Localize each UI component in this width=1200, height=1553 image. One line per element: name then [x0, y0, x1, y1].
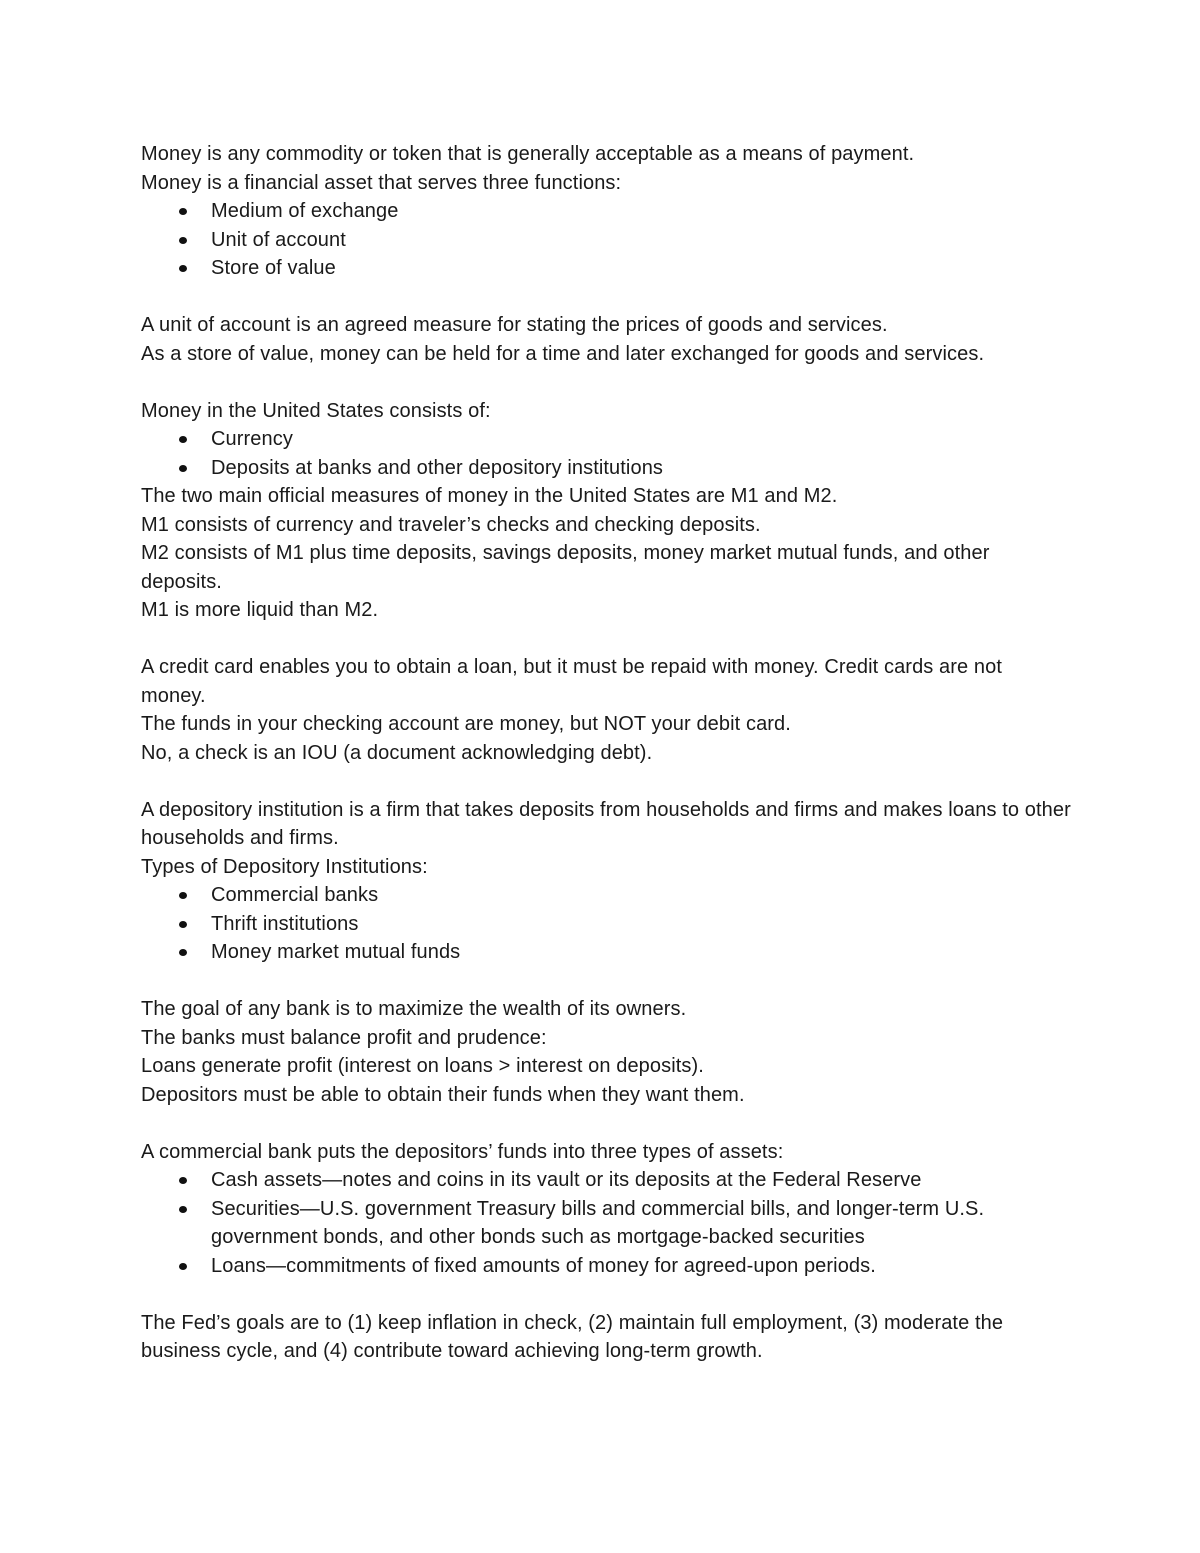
- list-item: [141, 454, 1071, 483]
- list-item: [141, 197, 1071, 226]
- paragraph: M1 consists of currency and traveler’s checks and checking deposits.: [141, 513, 761, 536]
- spacer: [141, 368, 1071, 397]
- spacer: [141, 283, 1071, 312]
- paragraph: As a store of value, money can be held for a time and later exchanged for goods and services.: [141, 342, 985, 365]
- list-item-text: Securities—U.S. government Treasury bills and commercial bills, and longer-term U.S. government bonds, and other bonds such as mortgage-backed securities: [211, 1197, 985, 1248]
- list-item: [141, 1252, 1071, 1281]
- paragraph: A unit of account is an agreed measure for stating the prices of goods and services.: [141, 314, 888, 336]
- paragraph: The two main official measures of money in the United States are M1 and M2.: [141, 485, 838, 507]
- list-item-text: Deposits at banks and other depository institutions: [211, 456, 664, 479]
- list-item: [141, 910, 1071, 939]
- list-item: [141, 425, 1071, 454]
- paragraph: Loans generate profit (interest on loans > interest on deposits).: [141, 1055, 704, 1077]
- list-item-text: Cash assets—notes and coins in its vault or its deposits at the Federal Reserve: [211, 1169, 922, 1191]
- bullet-icon: [179, 265, 187, 272]
- document-body: [141, 140, 1071, 1366]
- bullet-list: [141, 881, 1071, 967]
- bullet-list: [141, 197, 1071, 283]
- paragraph: The Fed’s goals are to (1) keep inflation in check, (2) maintain full employment, (3) moderate the business cycle, and (4) contribute toward achieving long-term growth.: [141, 1311, 1004, 1362]
- bullet-icon: [179, 1206, 187, 1213]
- list-item-text: Money market mutual funds: [211, 941, 461, 963]
- bullet-icon: [179, 436, 187, 443]
- bullet-icon: [179, 208, 187, 215]
- spacer: [141, 967, 1071, 996]
- list-item-text: Currency: [211, 428, 293, 450]
- bullet-icon: [179, 892, 187, 899]
- list-item-text: Store of value: [211, 257, 336, 279]
- paragraph: A credit card enables you to obtain a loan, but it must be repaid with money. Credit cards are not money.: [141, 656, 1003, 707]
- bullet-icon: [179, 1177, 187, 1184]
- bullet-icon: [179, 1263, 187, 1270]
- paragraph: Money is any commodity or token that is generally acceptable as a means of payment.: [141, 143, 915, 165]
- paragraph: Money is a financial asset that serves three functions:: [141, 171, 622, 194]
- paragraph: A commercial bank puts the depositors’ funds into three types of assets:: [141, 1140, 784, 1163]
- list-item-text: Medium of exchange: [211, 200, 399, 222]
- paragraph: No, a check is an IOU (a document acknowledging debt).: [141, 741, 653, 764]
- paragraph: A depository institution is a firm that takes deposits from households and firms and makes loans to other households and firms.: [141, 798, 1071, 849]
- paragraph: The goal of any bank is to maximize the wealth of its owners.: [141, 998, 687, 1020]
- bullet-list: [141, 425, 1071, 482]
- paragraph: M1 is more liquid than M2.: [141, 599, 379, 621]
- list-item: [141, 226, 1071, 255]
- spacer: [141, 1280, 1071, 1309]
- paragraph: The funds in your checking account are money, but NOT your debit card.: [141, 713, 791, 735]
- bullet-icon: [179, 949, 187, 956]
- spacer: [141, 625, 1071, 654]
- list-item-text: Loans—commitments of fixed amounts of money for agreed-upon periods.: [211, 1254, 876, 1277]
- paragraph: Money in the United States consists of:: [141, 399, 491, 422]
- paragraph: M2 consists of M1 plus time deposits, savings deposits, money market mutual funds, and other deposits.: [141, 542, 990, 593]
- list-item: [141, 1195, 1071, 1252]
- bullet-icon: [179, 921, 187, 928]
- list-item: [141, 1166, 1071, 1195]
- paragraph: Types of Depository Institutions:: [141, 855, 428, 878]
- paragraph: The banks must balance profit and prudence:: [141, 1026, 547, 1049]
- bullet-list: [141, 1166, 1071, 1280]
- spacer: [141, 767, 1071, 796]
- list-item-text: Thrift institutions: [211, 912, 359, 935]
- list-item: [141, 881, 1071, 910]
- paragraph: Depositors must be able to obtain their funds when they want them.: [141, 1083, 745, 1106]
- list-item: [141, 254, 1071, 283]
- list-item-text: Unit of account: [211, 228, 346, 251]
- spacer: [141, 1109, 1071, 1138]
- list-item: [141, 938, 1071, 967]
- list-item-text: Commercial banks: [211, 884, 379, 906]
- bullet-icon: [179, 237, 187, 244]
- bullet-icon: [179, 465, 187, 472]
